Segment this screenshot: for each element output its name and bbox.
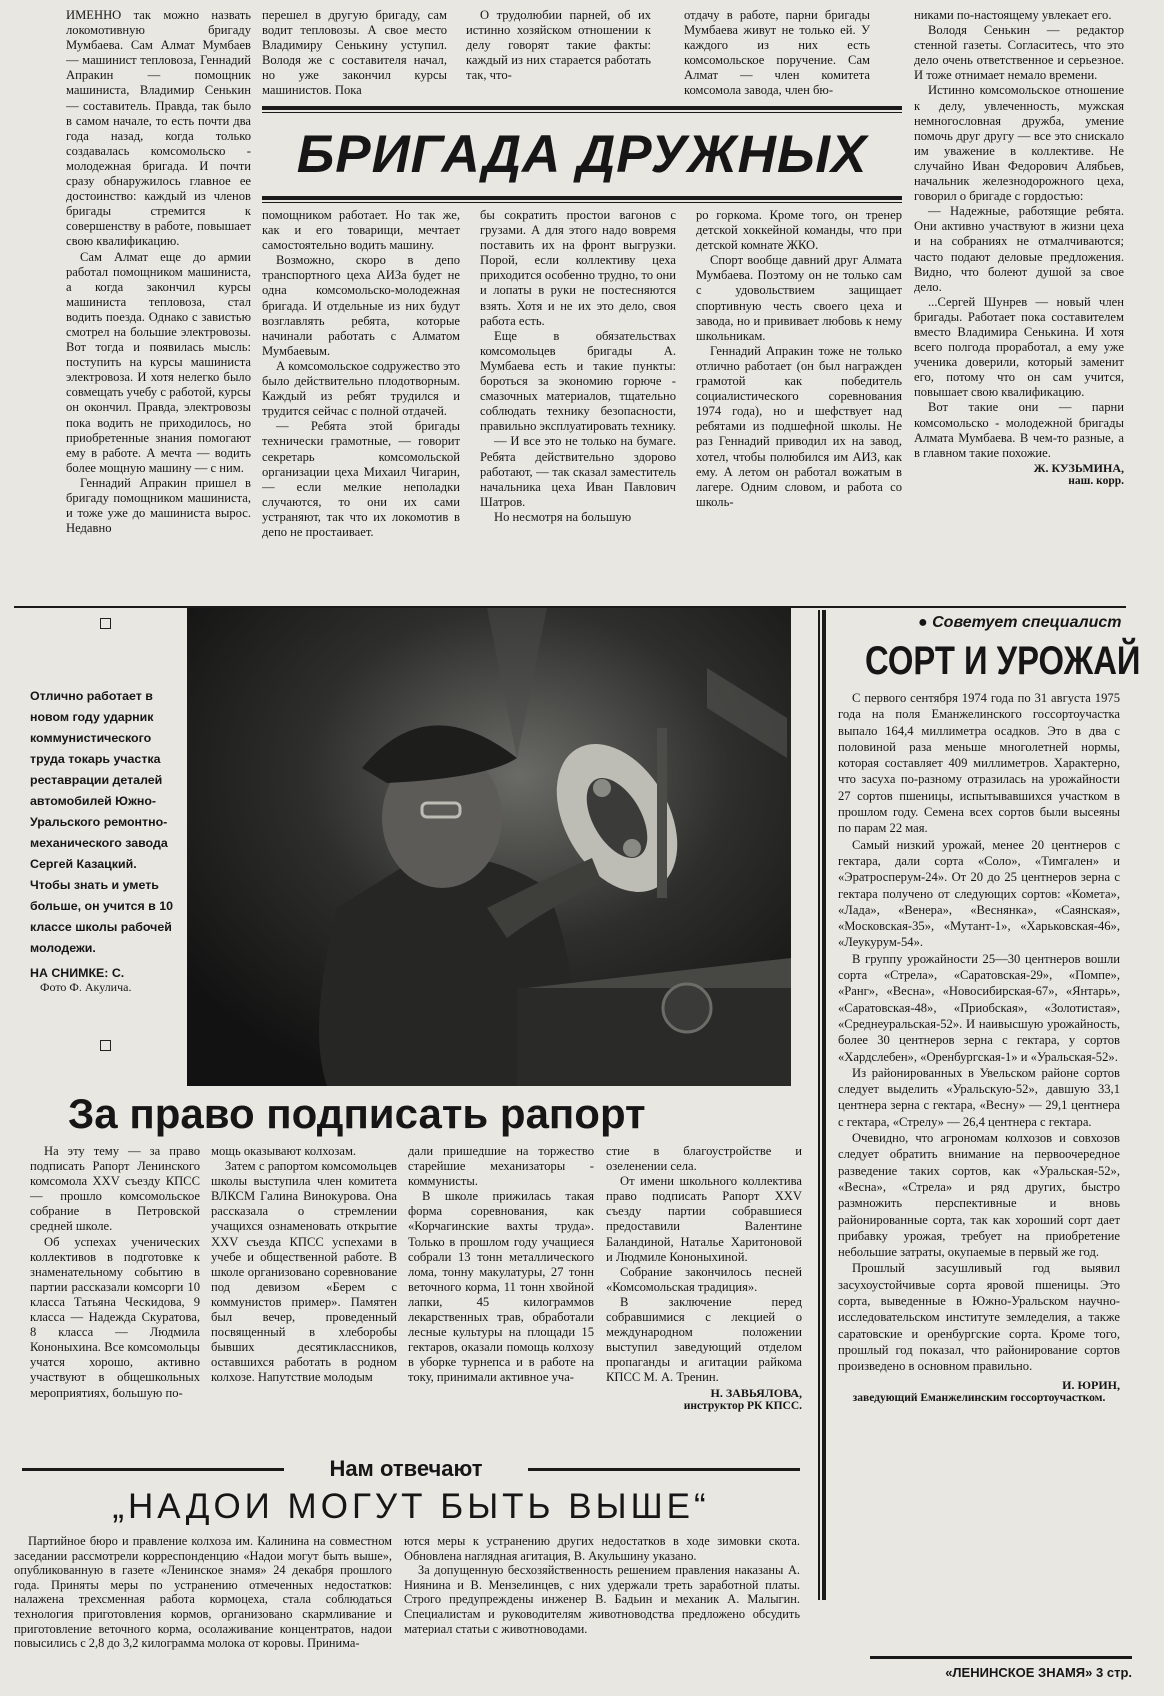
paragraph: Геннадий Апракин тоже не только отлично работает (он был награжден грамотой как победитель социалистического соревнования 1974 года), но и шефствует над ребятами из подшефной школы. Не раз Геннадий приводил их на завод, хотел, чтобы полюбился им АИЗ, как ему. А летом он работал вожатым в лагере. Одним словом, и работа со школь- <box>696 343 902 509</box>
paragraph: Еще в обязательствах комсомольцев бригады А. Мумбаева есть и такие пункты: бороться за экономию горюче - смазочных материалов, тщательно соблюдать технику безопасности, правильно эксплуатировать технику. <box>480 328 676 434</box>
paragraph: С первого сентября 1974 года по 31 августа 1975 года на поля Еманжелинского госсортоучастка выпало 164,4 миллиметра осадков. Это в два с половиной раза меньше многолетней нормы, которая составляет 409 миллиметров. Характерно, что засуха по-разному отразилась на урожайности 27 сортов пшеницы, испытывавшихся участком в прошлом году. Семена всех сортов были высеяны по парам 22 мая. <box>838 691 1120 836</box>
sort-signature-name: И. ЮРИН, <box>1062 1378 1120 1393</box>
paragraph: Истинно комсомольское отношение к делу, увлеченность, мужская немногословная дружба, умение помочь друг другу — все это снискало им уважение в коллективе. Не случайно Иван Федорович Алябьев, начальник железнодорожного цеха, говорил о бригаде с гордостью: <box>914 83 1124 204</box>
paragraph: ...Сергей Шунрев — новый член бригады. Работает пока составителем вместо Владимира Сенькина. И хотя всего полгода проработал, а ему уже ученика доверили, который заменит его, потому что он сам учится, повышает свою квалификацию. <box>914 294 1124 400</box>
paragraph: Спорт вообще давний друг Алмата Мумбаева. Поэтому он не только сам с удовольствием защищает спортивную честь своего цеха и завода, но и прививает любовь к нему школьникам. <box>696 253 902 343</box>
brigade-col-3-top <box>466 8 651 104</box>
report-signature-name: Н. ЗАВЬЯЛОВА, <box>710 1385 802 1400</box>
milk-rubric: Нам отвечают <box>329 1456 483 1481</box>
sidebar-rule-left <box>818 610 820 1600</box>
paragraph: Возможно, скоро в депо транспортного цеха АИЗа будет не одна комсомольско-молодежная бригада. И отдельные из них будут возглавлять ребята, которые начинали работать с Алматом Мумбаевым. <box>262 253 460 358</box>
milk-col-2 <box>404 1534 800 1690</box>
report-col-1 <box>30 1144 200 1448</box>
footer-rule <box>870 1656 1132 1659</box>
paragraph: Вот такие они — парни комсомольско - молодежной бригады Алмата Мумбаева. В чем-то разные, а в главном такие похожие. <box>914 400 1124 460</box>
sort-title: СОРТ И УРОЖАЙ <box>865 639 1141 683</box>
footer-paper-name: «ЛЕНИНСКОЕ ЗНАМЯ» <box>945 1665 1093 1680</box>
bullet-dot-icon: ● <box>918 614 933 631</box>
title-rule-top <box>262 106 902 110</box>
paragraph: стие в благоустройстве и озеленении села. <box>606 1144 802 1174</box>
report-col-2 <box>211 1144 397 1448</box>
brigade-title: БРИГАДА ДРУЖНЫХ <box>296 125 868 184</box>
paragraph: Об успехах ученических коллективов в подготовке к знаменательному событию в партии рассказали комсорги 10 класса Татьяна Ческидова, 9 класса — Надежда Скуратова, 8 класса — Людмила Кононыхина. Все комсомольцы учатся хорошо, активно участвуют в общешкольных мероприятиях, большую по- <box>30 1234 200 1400</box>
paragraph: Самый низкий урожай, менее 20 центнеров с гектара, дали сорта «Соло», «Тимгален» и «Эратроспеpум-24». От 20 до 25 центнеров зерна с гектара получено от следующих сортов: «Комета», «Лада», «Венера», «Веснянка», «Саянская», «Московская-35», «Мутант-1», «Харьковская-46», «Леукурум-54». <box>838 837 1120 950</box>
paragraph: бы сократить простои вагонов с грузами. А для этого надо вовремя поставить их на фронт выгрузки. Порой, если коллективу цеха приходится особенно трудно, то они и лопаты в руки не постесняются взять. Хотя и не их это дело, своя работа есть. <box>480 208 676 328</box>
paragraph: На эту тему — за право подписать Рапорт Ленинского комсомола XXV съезду КПСС — прошло комсомольское собрание в Петровской средней школе. <box>30 1144 200 1234</box>
photo-illustration <box>187 608 791 1086</box>
brigade-col-5 <box>914 8 1124 600</box>
paragraph: В заключение перед собравшимися с лекцией о международном положении выступил заведующий отделом пропаганды и агитации райкома КПСС М. А. Тренин. <box>606 1294 802 1385</box>
paragraph: Сам Алмат еще до армии работал помощником машиниста, а когда закончил курсы машиниста тепловоза, стал водить поезда. Однако с завистью смотрел на большие электровозы. Вот тогда и появилась мысль: поступить на курсы машиниста электровоза. И хотя нелегко было совмещать учебу с работой, курсы он окончил. Правда, электровозы пока водить не приходилось, но приобретенные знания помогают ему в работе. А мечта — водить более мощную машину — с ним. <box>66 249 251 475</box>
paragraph: От имени школьного коллектива право подписать Рапорт XXV съезду партии собравшиеся предоставили Валентине Баландиной, Наталье Харитоновой и Людмиле Кононыхиной. <box>606 1174 802 1264</box>
sort-body <box>838 690 1120 1640</box>
sort-rubric <box>918 612 1138 634</box>
paragraph: ются меры к устранению других недостатков в ходе зимовки скота. Обновлена наглядная агитация, В. Акульшину указано. <box>404 1534 800 1563</box>
rubric-line-left <box>22 1468 284 1471</box>
paragraph: — И все это не только на бумаге. Ребята действительно здорово работают, — так сказал заместитель начальника цеха Иван Павлович Шатров. <box>480 434 676 509</box>
report-col-4 <box>606 1144 802 1448</box>
paragraph: А комсомольское содружество это было действительно плодотворным. Каждый из ребят трудился и трудится сейчас с полной отдачей. <box>262 358 460 419</box>
brigade-signature-name: Ж. КУЗЬМИНА, <box>1033 460 1124 475</box>
caption-text: Отлично работает в новом году ударник коммунистического труда токарь участка реставрации деталей автомобилей Южно-Уральского ремонтно-механического завода Сергей Казацкий. Чтобы знать и уметь больше, он учится в 10 классе школы рабочей молодежи. <box>30 689 174 955</box>
paragraph: В группу урожайности 25—30 центнеров вошли сорта «Стрела», «Саратовская-29», «Помпе», «Ранг», «Весна», «Новосибирская-67», «Янтарь», «Саратовская-48», «Приобская», «Золотистая», «Среднеуральская-52». И наивысшую урожайность, более 30 центнеров зерна с гектара, у сортов «Хардслебен», «Оренбургская-1» и «Уральская-52». <box>838 951 1120 1064</box>
paragraph: Партийное бюро и правление колхоза им. Калинина на совместном заседании рассмотрели корреспонденцию «Надои могут быть выше», опубликованную в газете «Ленинское знамя» 24 декабря прошлого года. Приняты меры по устранению отмеченных недостатков: налажена трехсменная работа кормоцеха, стала соблюдаться технология приготовления кормов, организовано скармливание и приготовление веточного корма, осолаживание концентратов, надои повысились с 2,8 до 3,2 килограмма молока от коровы. Принима- <box>14 1534 392 1651</box>
photo-caption <box>30 686 178 986</box>
brigade-col-3-bottom <box>480 208 676 600</box>
report-signature-role: инструктор РК КПСС. <box>683 1399 802 1412</box>
rubric-line-right <box>528 1468 800 1471</box>
title-rule-bottom <box>262 196 902 200</box>
report-title: За право подписать рапорт <box>68 1090 646 1137</box>
paragraph: никами по-настоящему увлекает его. <box>914 8 1112 22</box>
milk-col-1 <box>14 1534 392 1690</box>
paragraph: дали пришедшие на торжество старейшие механизаторы - коммунисты. <box>408 1144 594 1189</box>
paragraph: отдачу в работе, парни бригады Мумбаева живут не только ей. У каждого из них есть комсомольское поручение. Сам Алмат — член комитета комсомола завода, член бю- <box>684 8 870 98</box>
brigade-col-2-bottom <box>262 208 460 600</box>
paragraph: мощь оказывают колхозам. <box>211 1144 357 1158</box>
paragraph: — Надежные, работящие ребята. Они активно участвуют в жизни цеха и на собраниях не отмалчиваются; часто подают деловые предложения. Видно, что болеют душой за свое дело. <box>914 204 1124 294</box>
paragraph: В школе прижилась такая форма соревнования, как «Корчагинские вахты труда». Только в прошлом году учащиеся собрали 13 тонн металлического лома, тонну макулатуры, 27 тонн веточного корма, 11 тонн хвойной лапки, 45 килограммов лекарственных трав, обработали лесные культуры на площади 15 гектаров, оказали помощь колхозу в уборке турнепса и в работе на току, принимали активное уча- <box>408 1189 594 1385</box>
paragraph: За допущенную бесхозяйственность решением правления наказаны А. Ниянина и В. Мензелинцев, с них удержали треть заработной платы. Строго предупреждены инженер В. Бадьин и механик А. Малыгин. Специалистам и руководителям животноводства предложено обсудить материал статьи с животноводами. <box>404 1563 800 1636</box>
paragraph: Володя Сенькин — редактор стенной газеты. Согласитесь, что это дело очень ответственное и серьезное. И тоже отнимает немало времени. <box>914 23 1124 83</box>
paragraph: Очевидно, что агрономам колхозов и совхозов следует обратить внимание на первоочередное разведение таких сортов, как «Уральская-52», «Весна», «Стрела» и ряд других, быстро размножить перспективные и вновь районированные сорта, так как хороший сорт дает прибавку урожая, требует на приобретение небольшие затраты, окупаемые в первый же год. <box>838 1131 1120 1260</box>
sort-rubric-text: Советует специалист <box>932 614 1122 631</box>
brigade-col-4-top <box>684 8 870 104</box>
brigade-col-1 <box>66 8 251 600</box>
title-rule-top-thin <box>262 112 902 113</box>
paragraph: Но несмотря на большую <box>494 509 632 524</box>
paragraph: О трудолюбии парней, об их истинно хозяйском отношении к делу говорят такие факты: каждый из них старается работать так, что- <box>466 8 651 83</box>
paragraph: перешел в другую бригаду, сам водит тепловозы. А свое место Владимиру Сенькину уступил. Володя же с составителя начал, но уже закончил курсы машинистов. Пока <box>262 8 447 98</box>
milk-title: „НАДОИ МОГУТ БЫТЬ ВЫШЕ“ <box>112 1487 710 1526</box>
caption-on-photo: НА СНИМКЕ: С. <box>30 966 125 980</box>
page-footer <box>870 1662 1132 1684</box>
paragraph: Затем с рапортом комсомольцев школы выступила член комитета ВЛКСМ Галина Винокурова. Она рассказала о стремлении учащихся ознаменовать открытие XXV съезда КПСС успехами в учебе и общественной работе. В школе организовано соревнование под девизом «Берем с коммунистов пример». Памятен был вечер, проведенный посвященный в хлеборобы бывших десятиклассников, оставшихся работать в родном колхозе. Напутствие молодым <box>211 1159 397 1385</box>
bullet-square <box>100 1040 111 1051</box>
report-col-3 <box>408 1144 594 1448</box>
paragraph: Из районированных в Увельском районе сортов следует выделить «Уральскую-52», давшую 33,1 центнера зерна с гектара, «Весну» — 29,1 центнера с гектара, «Стрелу» — 26,4 центнера с гектара. <box>838 1065 1120 1129</box>
paragraph: помощником работает. Но так же, как и его товарищи, мечтает самостоятельно водить машину. <box>262 208 460 253</box>
sidebar-rule-left-thick <box>822 610 826 1600</box>
brigade-col-4-bottom <box>696 208 902 600</box>
title-rule-bottom-thin <box>262 202 902 203</box>
paragraph: Собрание закончилось песней «Комсомольская традиция». <box>606 1264 802 1294</box>
sort-signature-role: заведующий Еманжелинским госсортоучастком. <box>852 1392 1106 1405</box>
worker-photo <box>187 608 791 1086</box>
brigade-col-2-top <box>262 8 447 104</box>
photo-credit: Фото Ф. Акулича. <box>40 980 132 994</box>
paragraph: Геннадий Апракин пришел в бригаду помощником машиниста, и тоже уже до машиниста вырос. Недавно <box>66 475 251 536</box>
paragraph: Прошлый засушливый год выявил засухоустойчивые сорта яровой пшеницы. Это сорта, выведенные в Южно-Уральском научно-исследовательском институте земледелия, а также саратовские и оренбургские сорта. Кроме того, прошлый год показал, что районирование сортов произведено в основном правильно. <box>838 1261 1120 1374</box>
bullet-square <box>100 618 111 629</box>
paragraph: ИМЕННО так можно назвать локомотивную бригаду Мумбаева. Сам Алмат Мумбаев — машинист тепловоза, Геннадий Апракин — помощник машиниста, Владимир Сенькин — составитель. Правда, так было в самом начале, то есть почти два года назад, когда только создавалась комсомольско - молодежная бригада. И почти сразу обнаружилось главное ее достоинство: каждый из членов бригады стремится к совершенству в работе, повышает свою квалификацию. <box>66 8 251 249</box>
paragraph: — Ребята этой бригады технически грамотные, — говорит секретарь комсомольской организации цеха Михаил Чигарин, — если мелкие неполадки случаются, то они их сами устраняют, так что их локомотив в депо не простаивает. <box>262 419 460 539</box>
paragraph: ро горкома. Кроме того, он тренер детской хоккейной команды, что при детской комнате ЖКО. <box>696 208 902 253</box>
brigade-signature-role: наш. корр. <box>1068 474 1124 487</box>
footer-page-number: 3 стр. <box>1096 1665 1132 1680</box>
